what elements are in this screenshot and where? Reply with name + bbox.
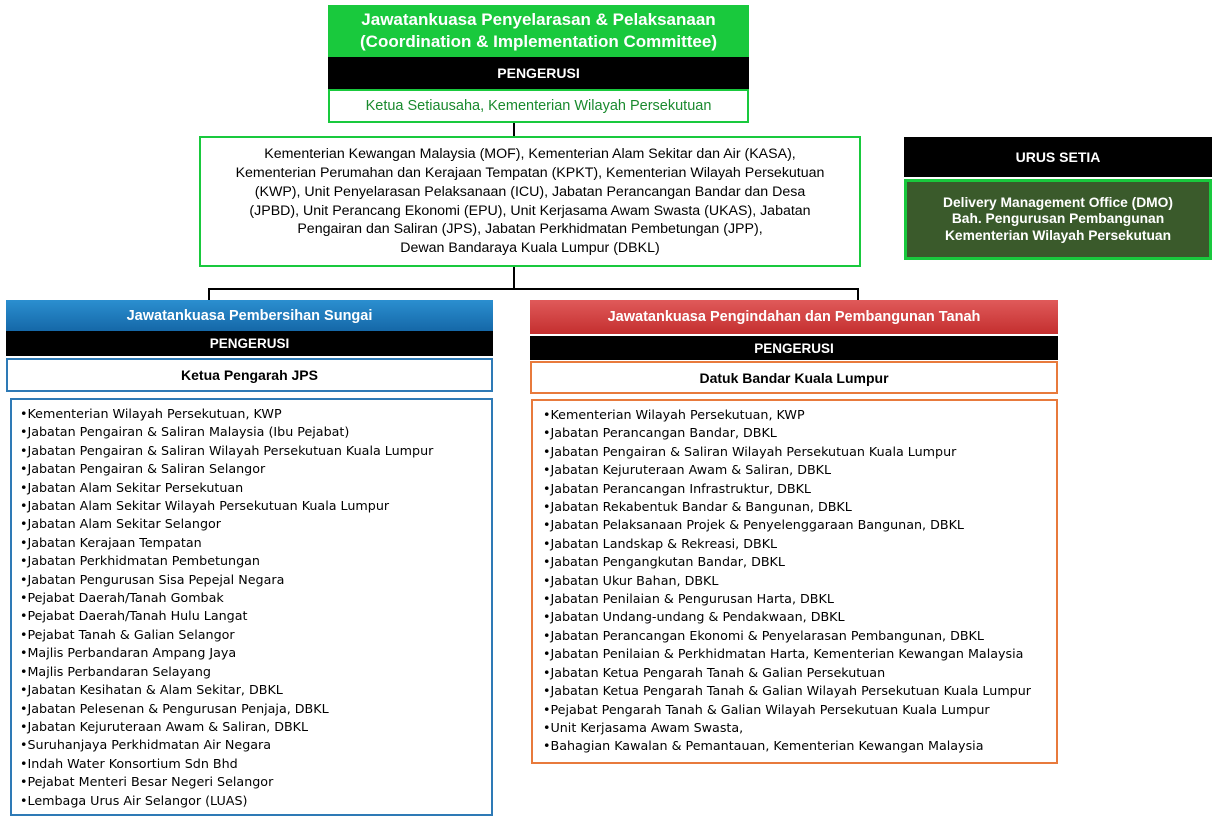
bullet-icon: • [543, 517, 551, 533]
list-item [543, 590, 1056, 608]
bullet-icon: • [20, 424, 28, 440]
bullet-icon: • [20, 553, 28, 569]
members-line: Pengairan dan Saliran (JPS), Jabatan Perkhidmatan Pembetungan (JPP), [297, 221, 763, 238]
list-item [543, 424, 1056, 442]
list-item [543, 480, 1056, 498]
list-item [543, 461, 1056, 479]
bullet-icon: • [20, 626, 28, 642]
list-item [20, 644, 491, 662]
bullet-icon: • [543, 719, 551, 735]
list-item [20, 718, 491, 736]
list-item [20, 773, 491, 791]
bullet-icon: • [20, 608, 28, 624]
members-line: Kementerian Perumahan dan Kerajaan Tempatan (KPKT), Kementerian Wilayah Persekutuan [235, 164, 825, 181]
list-item [20, 442, 491, 460]
bullet-icon: • [543, 738, 551, 754]
list-item-label: Jabatan Landskap & Rekreasi, DBKL [550, 535, 778, 551]
list-item-label: Jabatan Ketua Pengarah Tanah & Galian Wilayah Persekutuan Kuala Lumpur [550, 683, 1031, 699]
list-item-label: Jabatan Pengairan & Saliran Wilayah Persekutuan Kuala Lumpur [550, 443, 957, 459]
bullet-icon: • [20, 645, 28, 661]
bullet-icon: • [20, 590, 28, 606]
list-item [543, 664, 1056, 682]
bullet-icon: • [20, 571, 28, 587]
right-committee-members-list [531, 399, 1058, 764]
list-item [543, 682, 1056, 700]
list-item-label: Jabatan Pengurusan Sisa Pepejal Negara [27, 571, 285, 587]
list-item [20, 515, 491, 533]
list-item-label: Jabatan Kerajaan Tempatan [27, 534, 202, 550]
main-committee-title-line2: (Coordination & Implementation Committee) [360, 32, 717, 51]
bullet-icon: • [20, 737, 28, 753]
bullet-icon: • [20, 663, 28, 679]
main-committee-title-line1: Jawatankuasa Penyelarasan & Pelaksanaan [361, 10, 716, 29]
list-item [543, 498, 1056, 516]
list-item [543, 627, 1056, 645]
bullet-icon: • [543, 499, 551, 515]
list-item-label: Jabatan Penilaian & Pengurusan Harta, DBKL [550, 591, 834, 607]
bullet-icon: • [543, 462, 551, 478]
members-line: (JPBD), Unit Perancang Ekonomi (EPU), Unit Kerjasama Awam Swasta (UKAS), Jabatan [249, 202, 811, 219]
bullet-icon: • [543, 646, 551, 662]
bullet-icon: • [543, 572, 551, 588]
list-item [20, 755, 491, 773]
list-item-label: Jabatan Ukur Bahan, DBKL [550, 572, 719, 588]
list-item-label: Jabatan Pengangkutan Bandar, DBKL [550, 554, 785, 570]
list-item-label: Majlis Perbandaran Ampang Jaya [27, 645, 237, 661]
list-item-label: Bahagian Kawalan & Pemantauan, Kementerian Kewangan Malaysia [550, 738, 984, 754]
bullet-icon: • [20, 516, 28, 532]
list-item-label: Jabatan Ketua Pengarah Tanah & Galian Persekutuan [550, 664, 886, 680]
right-committee-chair-heading: PENGERUSI [530, 336, 1058, 360]
list-item [543, 406, 1056, 424]
connector-members-down [513, 267, 515, 289]
connector-horizontal [208, 288, 859, 290]
bullet-icon: • [20, 442, 28, 458]
bullet-icon: • [20, 718, 28, 734]
bullet-icon: • [543, 407, 551, 422]
list-item-label: Jabatan Pengairan & Saliran Malaysia (Ibu Pejabat) [27, 424, 350, 440]
list-item [20, 423, 491, 441]
bullet-icon: • [543, 425, 551, 441]
list-item-label: Indah Water Konsortium Sdn Bhd [27, 755, 238, 771]
list-item [543, 572, 1056, 590]
list-item [20, 479, 491, 497]
list-item [20, 700, 491, 718]
bullet-icon: • [20, 498, 28, 514]
left-committee-chair-heading: PENGERUSI [6, 331, 493, 356]
list-item [20, 571, 491, 589]
bullet-icon: • [543, 443, 551, 459]
list-item-label: Jabatan Pelesenan & Pengurusan Penjaja, DBKL [27, 700, 329, 716]
connector-left-drop [208, 288, 210, 300]
bullet-icon: • [20, 479, 28, 495]
secretariat-heading: URUS SETIA [904, 137, 1212, 177]
bullet-icon: • [20, 792, 28, 808]
bullet-icon: • [20, 755, 28, 771]
list-item-label: Jabatan Pengairan & Saliran Wilayah Persekutuan Kuala Lumpur [27, 442, 434, 458]
right-committee-chair: Datuk Bandar Kuala Lumpur [530, 361, 1058, 394]
list-item-label: Jabatan Perancangan Ekonomi & Penyelarasan Pembangunan, DBKL [550, 627, 984, 643]
list-item [543, 516, 1056, 534]
bullet-icon: • [543, 554, 551, 570]
list-item-label: Jabatan Alam Sekitar Selangor [27, 516, 221, 532]
members-line: (KWP), Unit Penyelarasan Pelaksanaan (ICU), Jabatan Perancangan Bandar dan Desa [254, 183, 806, 200]
bullet-icon: • [543, 683, 551, 699]
list-item [543, 553, 1056, 571]
bullet-icon: • [20, 461, 28, 477]
list-item [20, 626, 491, 644]
bullet-icon: • [543, 609, 551, 625]
connector-right-drop [857, 288, 859, 300]
main-committee-chair: Ketua Setiausaha, Kementerian Wilayah Persekutuan [328, 89, 749, 123]
list-item [20, 534, 491, 552]
list-item-label: Jabatan Perancangan Bandar, DBKL [550, 425, 777, 441]
list-item-label: Pejabat Menteri Besar Negeri Selangor [27, 774, 274, 790]
list-item [20, 497, 491, 515]
left-committee-title: Jawatankuasa Pembersihan Sungai [6, 300, 493, 331]
main-committee-chair-heading: PENGERUSI [328, 57, 749, 89]
main-committee-members [199, 136, 861, 267]
secretariat-line3: Kementerian Wilayah Persekutuan [944, 227, 1172, 243]
list-item-label: Suruhanjaya Perkhidmatan Air Negara [27, 737, 272, 753]
list-item [20, 663, 491, 681]
list-item-label: Pejabat Daerah/Tanah Hulu Langat [27, 608, 248, 624]
main-committee-title [328, 5, 749, 57]
list-item [20, 607, 491, 625]
bullet-icon: • [20, 774, 28, 790]
secretariat-line1: Delivery Management Office (DMO) [943, 194, 1173, 210]
list-item-label: Jabatan Pelaksanaan Projek & Penyelenggaraan Bangunan, DBKL [550, 517, 964, 533]
list-item-label: Jabatan Perkhidmatan Pembetungan [27, 553, 260, 569]
bullet-icon: • [543, 664, 551, 680]
list-item-label: Jabatan Penilaian & Perkhidmatan Harta, Kementerian Kewangan Malaysia [550, 646, 1024, 662]
list-item [543, 608, 1056, 626]
bullet-icon: • [543, 627, 551, 643]
secretariat-box [904, 179, 1212, 260]
list-item-label: Pejabat Pengarah Tanah & Galian Wilayah Persekutuan Kuala Lumpur [550, 701, 990, 717]
list-item-label: Jabatan Kejuruteraan Awam & Saliran, DBKL [27, 718, 309, 734]
list-item-label: Jabatan Undang-undang & Pendakwaan, DBKL [550, 609, 845, 625]
list-item-label: Jabatan Alam Sekitar Persekutuan [27, 479, 244, 495]
list-item-label: Lembaga Urus Air Selangor (LUAS) [27, 792, 248, 808]
right-committee-title: Jawatankuasa Pengindahan dan Pembangunan Tanah [530, 300, 1058, 334]
members-line: Kementerian Kewangan Malaysia (MOF), Kementerian Alam Sekitar dan Air (KASA), [264, 146, 796, 163]
list-item-label: Unit Kerjasama Awam Swasta, [550, 719, 744, 735]
bullet-icon: • [543, 535, 551, 551]
list-item-label: Jabatan Alam Sekitar Wilayah Persekutuan Kuala Lumpur [27, 498, 390, 514]
members-line: Dewan Bandaraya Kuala Lumpur (DBKL) [400, 240, 660, 257]
bullet-icon: • [20, 700, 28, 716]
list-item-label: Jabatan Perancangan Infrastruktur, DBKL [550, 480, 811, 496]
list-item [543, 535, 1056, 553]
list-item-label: Pejabat Tanah & Galian Selangor [27, 626, 235, 642]
list-item-label: Pejabat Daerah/Tanah Gombak [27, 590, 224, 606]
list-item-label: Kementerian Wilayah Persekutuan, KWP [550, 407, 805, 422]
list-item [20, 681, 491, 699]
list-item [543, 737, 1056, 755]
list-item [20, 460, 491, 478]
secretariat-line2: Bah. Pengurusan Pembangunan [951, 211, 1165, 227]
list-item-label: Jabatan Pengairan & Saliran Selangor [27, 461, 266, 477]
bullet-icon: • [543, 480, 551, 496]
list-item-label: Majlis Perbandaran Selayang [27, 663, 211, 679]
left-committee-members-list [10, 398, 493, 816]
list-item-label: Jabatan Rekabentuk Bandar & Bangunan, DBKL [550, 499, 852, 515]
list-item [543, 443, 1056, 461]
list-item [543, 701, 1056, 719]
list-item [20, 736, 491, 754]
list-item [543, 645, 1056, 663]
list-item [543, 719, 1056, 737]
bullet-icon: • [20, 406, 28, 421]
list-item [20, 405, 491, 423]
list-item-label: Jabatan Kejuruteraan Awam & Saliran, DBKL [550, 462, 832, 478]
connector-chair-to-members [513, 123, 515, 136]
bullet-icon: • [20, 682, 28, 698]
bullet-icon: • [20, 534, 28, 550]
bullet-icon: • [543, 701, 551, 717]
bullet-icon: • [543, 591, 551, 607]
left-committee-chair: Ketua Pengarah JPS [6, 358, 493, 392]
list-item [20, 589, 491, 607]
list-item-label: Jabatan Kesihatan & Alam Sekitar, DBKL [27, 682, 283, 698]
list-item [20, 552, 491, 570]
list-item-label: Kementerian Wilayah Persekutuan, KWP [27, 406, 282, 421]
list-item [20, 792, 491, 810]
